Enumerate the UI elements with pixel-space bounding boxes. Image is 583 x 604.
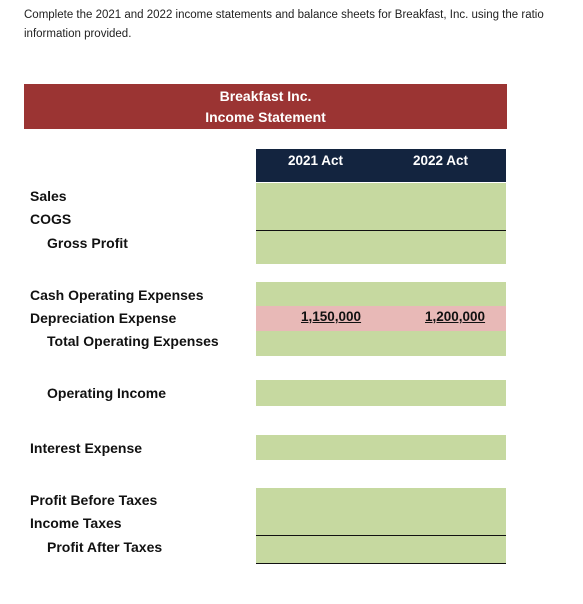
row-label-depreciation-expense: Depreciation Expense	[30, 310, 177, 326]
row-label-profit-before-taxes: Profit Before Taxes	[30, 492, 158, 508]
row-label-profit-after-taxes: Profit After Taxes	[47, 539, 163, 555]
input-cells-cash-operating-expenses[interactable]	[256, 282, 506, 306]
statement-banner	[24, 84, 507, 129]
row-label-interest-expense: Interest Expense	[30, 440, 143, 456]
input-cells-pbt-income-taxes[interactable]	[256, 488, 506, 535]
input-cells-gross-profit[interactable]	[256, 231, 506, 264]
row-label-gross-profit: Gross Profit	[47, 235, 128, 251]
input-cells-operating-income[interactable]	[256, 380, 506, 406]
column-header-row	[256, 149, 506, 182]
column-header-2021: 2021 Act	[288, 153, 344, 168]
input-cells-total-operating-expenses[interactable]	[256, 331, 506, 356]
depreciation-values-row	[256, 306, 506, 331]
instruction-text: Complete the 2021 and 2022 income statements and balance sheets for Breakfast, Inc. using the ratio information provided.	[24, 9, 544, 40]
row-label-sales: Sales	[30, 188, 67, 204]
row-label-cash-operating-expenses: Cash Operating Expenses	[30, 287, 204, 303]
depreciation-2022-value: 1,200,000	[425, 309, 486, 324]
column-header-2022: 2022 Act	[413, 153, 469, 168]
input-cells-interest-expense[interactable]	[256, 435, 506, 460]
input-cells-profit-after-taxes[interactable]	[256, 536, 506, 563]
profit-after-taxes-underline	[256, 563, 506, 564]
row-label-operating-income: Operating Income	[47, 385, 167, 401]
row-label-cogs: COGS	[30, 211, 72, 227]
input-cells-sales-cogs[interactable]	[256, 183, 506, 230]
company-name: Breakfast Inc.	[219, 88, 312, 104]
depreciation-2021-value: 1,150,000	[301, 309, 362, 324]
statement-title: Income Statement	[205, 109, 326, 125]
row-label-income-taxes: Income Taxes	[30, 515, 122, 531]
row-label-total-operating-expenses: Total Operating Expenses	[47, 333, 219, 349]
